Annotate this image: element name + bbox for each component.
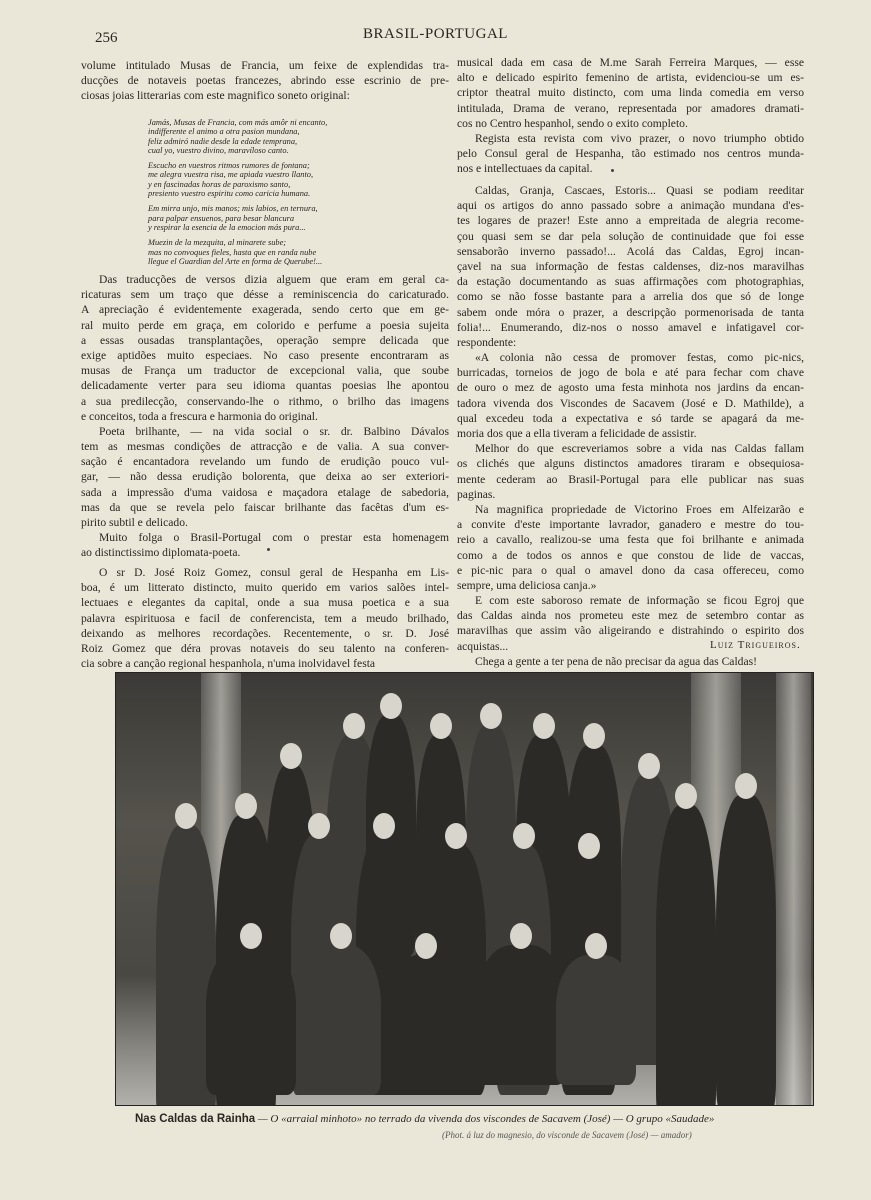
text-line: pirito subtil e delicado.	[81, 516, 188, 529]
text-line: a convite d'este importante lavrador, ganadero e mestre do tou-	[457, 518, 804, 532]
poem-stanza	[148, 238, 327, 266]
right-intro-text	[457, 55, 804, 177]
poem-line: indifferente el animo a otra pasion mundana,	[148, 127, 300, 137]
text-line: ao distinctissimo diplomata-poeta.	[81, 546, 241, 560]
photo-person-face	[510, 923, 532, 949]
group-photograph	[115, 672, 814, 1106]
text-line: E com este saboroso remate de informação se ficou Egroj que	[475, 594, 804, 608]
photo-person-face	[308, 813, 330, 839]
text-line: como se não fosse bastante para a arrelia dos que só de longe	[457, 290, 804, 304]
text-line: moria dos que a ella tiveram a felicidade de assistir.	[457, 427, 697, 440]
photo-person-face	[675, 783, 697, 809]
poem-line: cual yo, vuestro divino, maravíloso canto.	[148, 145, 289, 155]
left-consul-text	[81, 565, 449, 671]
text-line: çou quasi sem se dar pela solução de continuidade que foi esse	[457, 229, 804, 243]
poem-line: Muezin de la mezquita, al minarete sube;	[148, 238, 287, 248]
author-signature: Luiz Trigueiros.	[710, 639, 801, 651]
text-line: paginas.	[457, 487, 496, 501]
photo-person-face	[430, 713, 452, 739]
poem-line: Jamás, Musas de Francia, com más amôr ni encanto,	[148, 118, 328, 127]
text-line: e pic-nic para o qual o amavel dono da casa offereceu, como	[457, 563, 804, 577]
text-line: criptor theatral muito distincto, com uma linda comedia em verso	[457, 86, 804, 100]
text-line: tadora vivenda dos Viscondes de Sacavem (José e D. Mathilde), a	[457, 396, 804, 410]
text-line: como a de todos os annos e que constou de lide de vaccas,	[457, 548, 804, 562]
photo-person-figure	[656, 805, 716, 1106]
text-line: Das traducções de versos dizia alguem que eram em geral ca-	[99, 273, 449, 286]
photo-person-face	[380, 693, 402, 719]
photo-person-face	[373, 813, 395, 839]
text-line: nos e intellectuaes da capital.	[457, 162, 593, 176]
text-line: tes logares de prazer! Este anno a empreitada de alegria recome-	[457, 214, 804, 228]
text-line: respondente:	[457, 335, 517, 349]
text-line: çavel na sua informação de festas caldenses, diz-nos maravilhas	[457, 259, 804, 273]
text-line: da estação documentando as suas affirmações com photographias,	[457, 275, 804, 289]
text-line: gar, — não dessa erudição bolorenta, que deixa ao ser exteriori-	[81, 470, 449, 484]
photo-person-face	[583, 723, 605, 749]
text-line: ducções de notaveis poetas francezes, abrindo esse escrinio de pre-	[81, 74, 449, 88]
text-line: intitulada, Drama de verano, representada por amadores dramati-	[457, 101, 804, 115]
caption-place: Nas Caldas da Rainha	[135, 1113, 256, 1125]
text-line: de ouro o mez de agosto uma festa minhota nos jardins da encan-	[457, 381, 804, 395]
poem-line: Em mirra unjo, mis manos; mis labios, en ternura,	[148, 204, 318, 214]
text-line: boa, é um litterato distincto, muito querido em varios salões intel-	[81, 581, 449, 595]
text-line: burricadas, torneios de jogo de bola e até para fechar com chave	[457, 366, 804, 380]
photo-person-face	[533, 713, 555, 739]
poem-line: y respirar la esencia de la emocion más pura...	[148, 222, 306, 232]
photo-person-face	[235, 793, 257, 819]
text-line: mas da que se revela pelo faiscar brilhante das facêtas d'um es-	[81, 500, 449, 514]
photo-person-face	[513, 823, 535, 849]
text-line: sada a impressão d'uma vaidosa e maçadora etalage de sabedoria,	[81, 485, 449, 499]
text-line: musical dada em casa de M.me Sarah Ferreira Marques, — esse	[457, 56, 804, 69]
photo-person-figure	[206, 945, 296, 1095]
text-line: maravilhas que assim vão aligeirando e distrahindo o espirito dos	[457, 624, 804, 638]
text-line: acquistas...	[457, 639, 509, 653]
photo-person-face	[240, 923, 262, 949]
text-line: O sr D. José Roiz Gomez, consul geral de Hespanha em Lis-	[99, 566, 449, 579]
text-line: ciosas joias litterarias com este magnifico soneto original:	[81, 89, 350, 103]
poem-line: presiento vuestro espiritu como caricia humana.	[148, 189, 311, 199]
left-intro-text	[81, 58, 449, 104]
text-line: Poeta brilhante, — na vida social o sr. dr. Balbino Dávalos	[99, 424, 449, 438]
text-line: delicadamente verter para seu idioma quantas poesias lhe apontou	[81, 379, 449, 393]
text-line: a essas ousadas transplantações, operação sempre delicada que	[81, 333, 449, 347]
poem-line: Escucho en vuestros ritmos rumores de fontana;	[148, 161, 310, 171]
photo-person-figure	[716, 795, 776, 1106]
section-separator-dot	[611, 169, 614, 172]
text-line: das Caldas ainda nos prometeu este mez de setembro contar as	[457, 609, 804, 623]
photo-person-figure	[556, 955, 636, 1085]
running-title: BRASIL-PORTUGAL	[363, 26, 508, 42]
poem-stanza	[148, 161, 327, 198]
photo-credit: (Phot. á luz do magnesio, do visconde de Sacavem (José) — amador)	[442, 1130, 692, 1140]
text-line: os clichés que alguns distinctos amadores tiraram e obsequiosa-	[457, 457, 804, 471]
section-separator-dot	[267, 548, 270, 551]
text-line: Roiz Gomez que déra provas notaveis do seu talento na conferen-	[81, 641, 449, 655]
poem-sonnet	[148, 118, 327, 272]
photo-person-face	[585, 933, 607, 959]
text-line: musas de França um traductor de excepcional valia, que soube	[81, 364, 449, 378]
photo-person-face	[578, 833, 600, 859]
photo-person-face	[175, 803, 197, 829]
text-line: reio a cavallo, realizou-se uma festa que foi brilhante e animada	[457, 533, 804, 547]
text-line: A apreciação é evidentemente exagerada, sendo certo que em ge-	[81, 303, 449, 317]
photo-person-figure	[476, 945, 566, 1085]
text-line: Muito folga o Brasil-Portugal com o prestar esta homenagem	[99, 531, 449, 545]
right-caldas-text	[457, 183, 804, 669]
text-line: alto e delicado espirito femenino de artista, evidenciou-se um es-	[457, 71, 804, 85]
text-line: ral muito perde em graça, em colorido e perfume a poesia sujeita	[81, 318, 449, 332]
poem-line: y en fascinadas horas de paroxismo santo,	[148, 179, 291, 189]
text-line: exige aptidões muito especiaes. No caso presente encontraram as	[81, 348, 449, 362]
poem-line: feliz admiró nadie desde la edade temprana,	[148, 136, 298, 146]
text-line: deixando as melhores recordações. Recentemente, o sr. D. José	[81, 626, 449, 640]
photo-curtain	[776, 673, 811, 1105]
photo-person-figure	[301, 945, 381, 1095]
photo-person-figure	[386, 955, 466, 1095]
text-line: sação é encantadora revelando um fundo de erudição pouco vul-	[81, 455, 449, 469]
text-line: palavra espirituosa e facil de conferencista, tem a meudo brilhado,	[81, 611, 449, 625]
text-line: folia!... Enumerando, diz-nos o nosso amavel e infatigavel cor-	[457, 320, 804, 334]
photo-person-face	[343, 713, 365, 739]
text-line: tem as mesmas condições de attracção e de valia. A sua conver-	[81, 440, 449, 454]
text-line: mente cederam ao Brasil-Portugal para elle publicar nas suas	[457, 472, 804, 486]
photo-person-face	[735, 773, 757, 799]
photo-person-face	[445, 823, 467, 849]
photo-person-face	[638, 753, 660, 779]
photo-person-face	[280, 743, 302, 769]
text-line: volume intitulado Musas de Francia, um feixe de explendidas tra-	[81, 59, 449, 72]
poem-stanza	[148, 118, 327, 155]
text-line: e conceitos, toda a frescura e harmonia do original.	[81, 409, 318, 423]
text-line: pelo Consul geral de Hespanha, tão estimado nos centros munda-	[457, 147, 804, 161]
text-line: qual excedeu toda a expectativa e só tarde se apagará da me-	[457, 411, 804, 425]
photo-person-face	[480, 703, 502, 729]
text-line: sempre, uma deliciosa canja.»	[457, 578, 597, 592]
poem-line: para palpar ensuenos, para besar blancura	[148, 213, 295, 223]
poem-line: llegue el Guardian del Arte en forma de Querube!...	[148, 256, 323, 266]
poem-stanza	[148, 204, 327, 232]
page-number: 256	[95, 30, 118, 46]
text-line: cos no Centro hespanhol, sendo o exito completo.	[457, 116, 688, 130]
photo-person-face	[330, 923, 352, 949]
text-line: Melhor do que escreveriamos sobre a vida nas Caldas fallam	[475, 442, 804, 456]
text-line: aqui os artigos do anno passado sobre a animação mundana d'es-	[457, 199, 804, 213]
photo-caption	[135, 1113, 714, 1125]
text-line: sensaborão inverno passado!... Acolá das Caldas, Egroj incan-	[457, 244, 804, 258]
photo-person-face	[415, 933, 437, 959]
text-line: Na magnifica propriedade de Victorino Froes em Alfeizarão e	[475, 502, 804, 516]
text-line: Regista esta revista com vivo prazer, o novo triumpho obtido	[475, 131, 804, 145]
text-line: lectuaes e elegantes da capital, onde a sua musa poetica e a sua	[81, 596, 449, 610]
text-line: Chega a gente a ter pena de não precisar da agua das Caldas!	[475, 654, 757, 668]
poem-line: mas no convoques fieles, hasta que en randa nube	[148, 247, 317, 257]
caption-text: — O «arraial minhoto» no terrado da vivenda dos viscondes de Sacavem (José) — O grupo «Saudade»	[255, 1113, 715, 1125]
text-line: «A colonia não cessa de promover festas, como pic-nics,	[475, 351, 804, 365]
text-line: sabem onde móra o prazer, a descripção pormenorisada de tanta	[457, 305, 804, 319]
text-line: ricaturas sem um traço que désse a reminiscencia do caricaturado.	[81, 288, 449, 302]
left-article-text	[81, 272, 449, 561]
text-line: a sua predilecção, conservando-lhe o rithmo, o brilho das imagens	[81, 394, 449, 408]
text-line: Caldas, Granja, Cascaes, Estoris... Quasi se podiam reeditar	[475, 184, 804, 197]
poem-line: me alegra vuestra risa, me apiada vuestro llanto,	[148, 170, 314, 180]
text-line: cia sobre a canção regional hespanhola, n'uma inolvidavel festa	[81, 657, 376, 671]
